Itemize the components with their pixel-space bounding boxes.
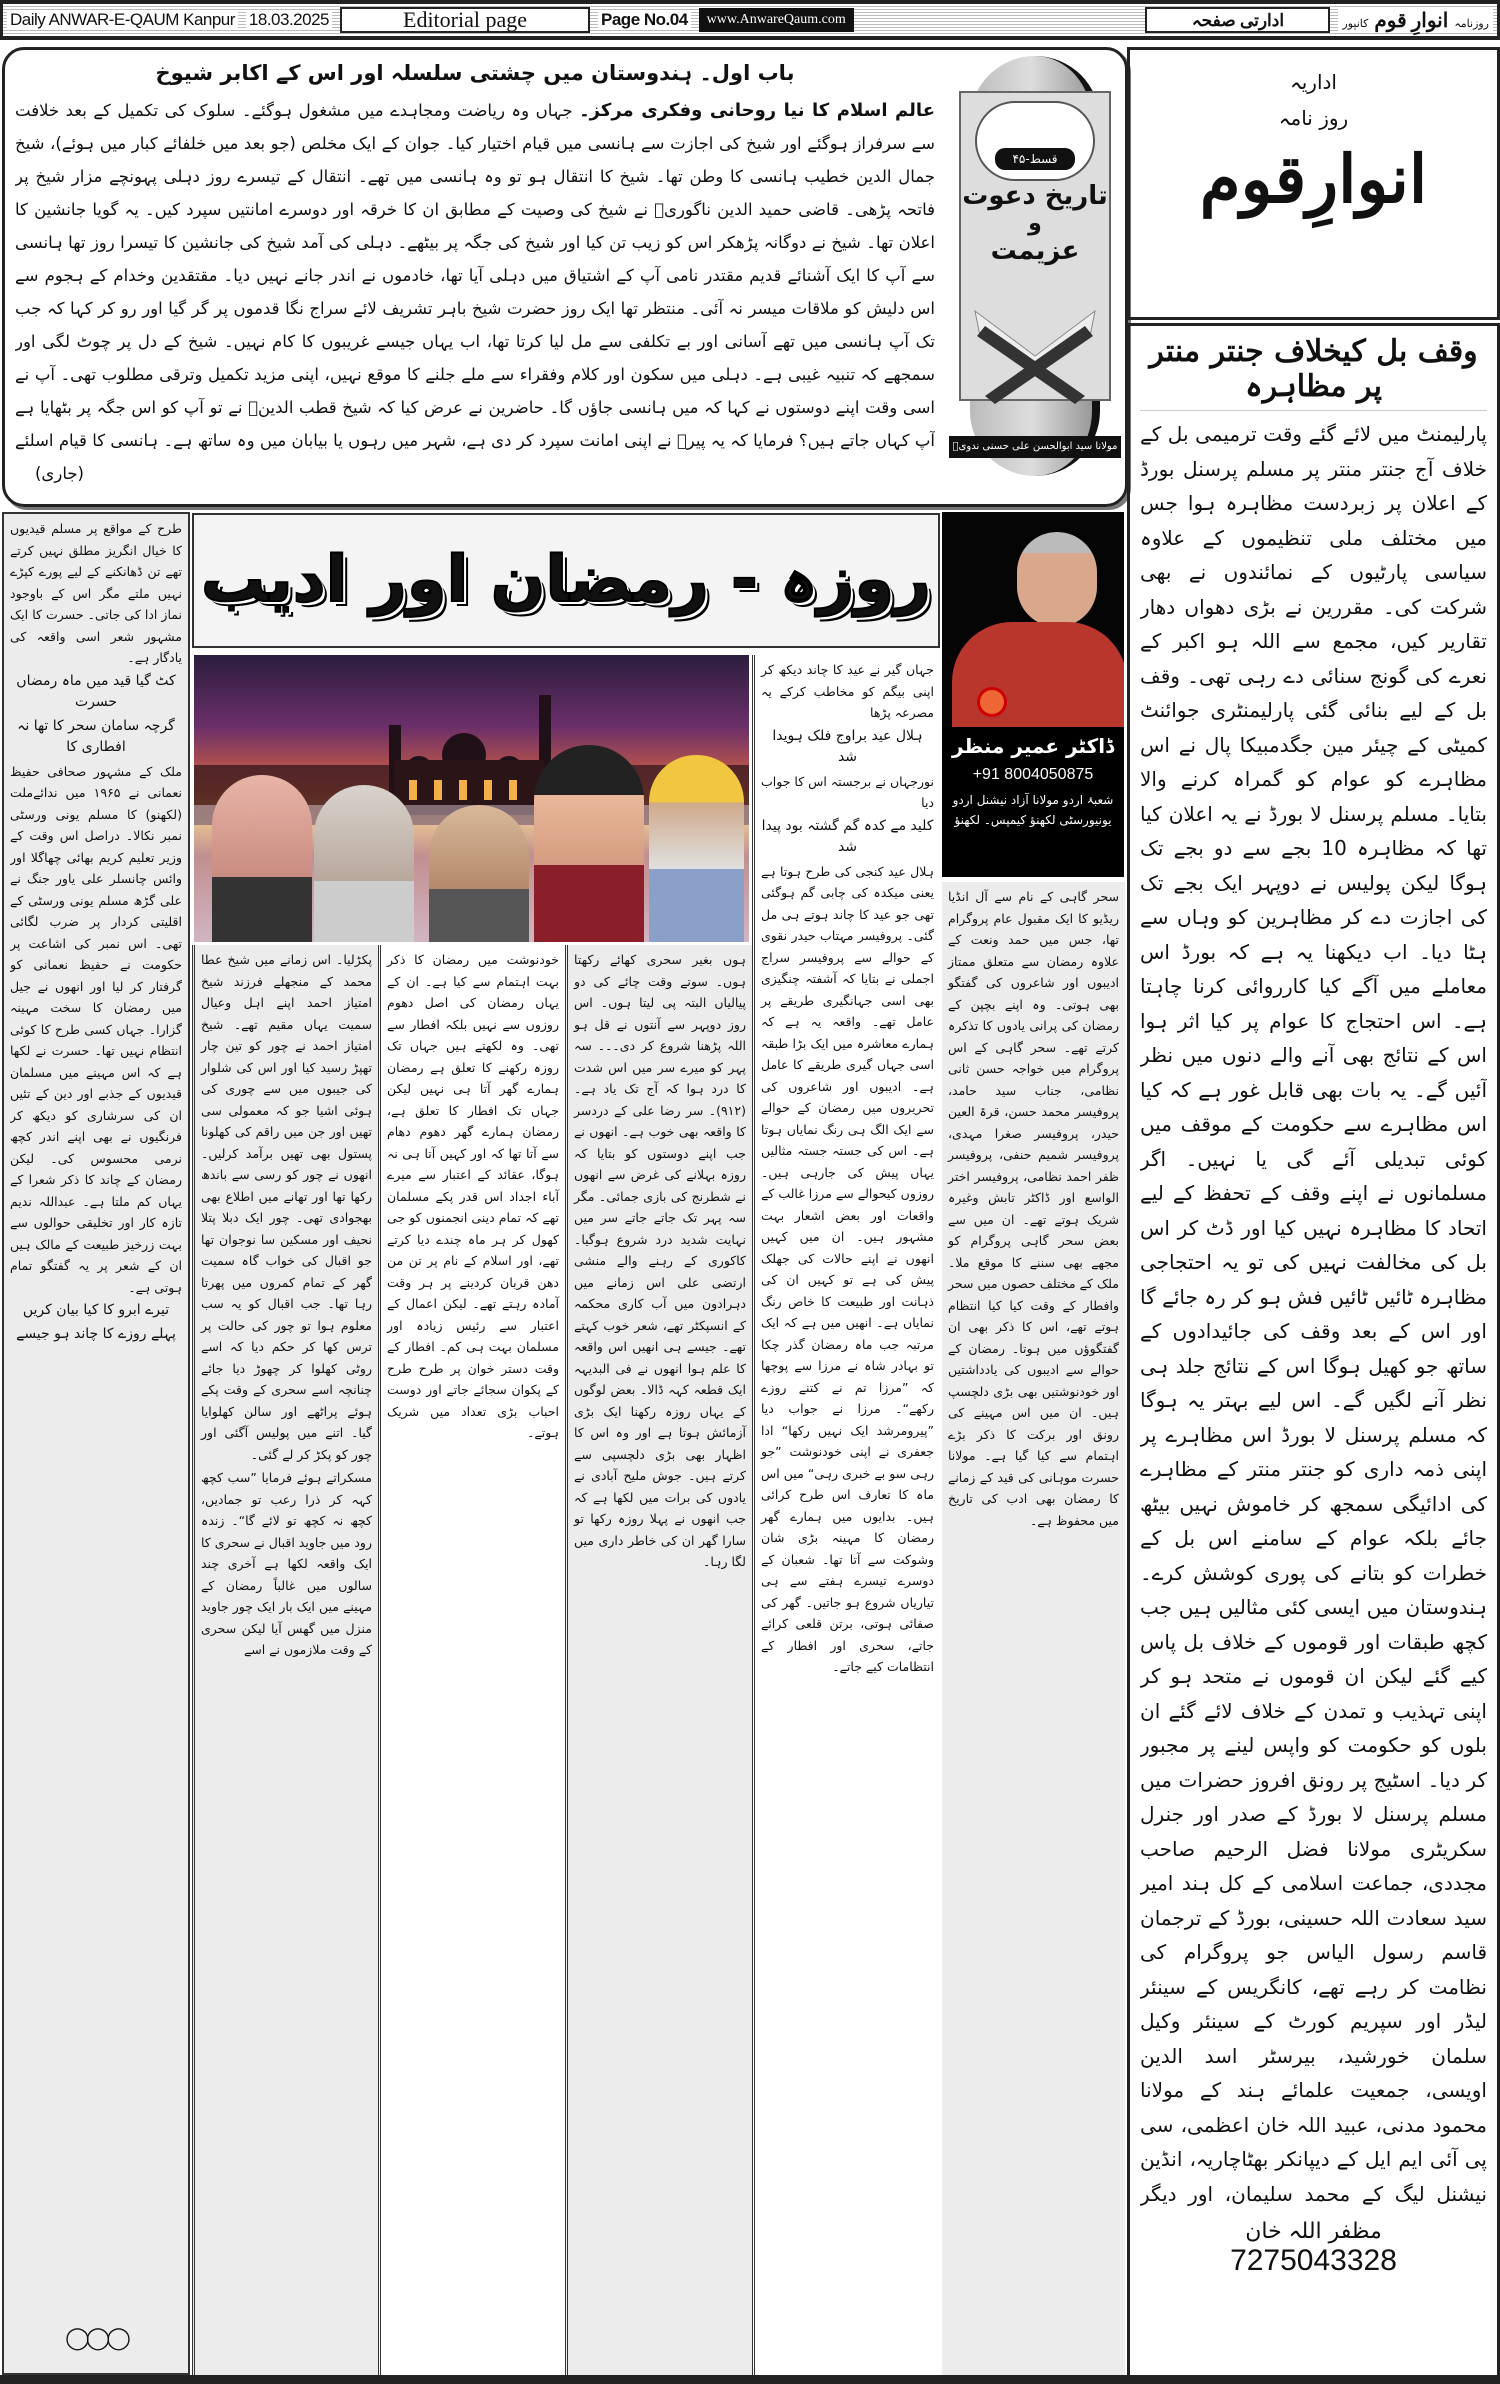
- series-title-1: تاریخ دعوت: [962, 181, 1108, 211]
- feature-column-3: [565, 945, 752, 2375]
- editorial-article: [1127, 323, 1500, 2378]
- column-paragraph: پکڑلیا۔ اس زمانے میں شیخ عطا محمد کے منجھلے فرزند شیخ امتیاز احمد اپنے اہل وعیال سمیت یہاں مقیم تھے۔ شیخ امتیاز احمد نے چور کو تین چار تھپڑ رسید کیا اور اس کی شلوار کی جیبوں میں سے چوری کی ہوئی اشیا جو کہ معمولی سی تھیں اور جن میں راقم کی کھلونا پستول بھی تھیں برآمد کرلیں۔ انھوں نے چور کو رسی سے باندھ رکھا تھا اور تھانے میں اطلاع بھی بھجوادی تھی۔ چور ایک دبلا پتلا نحیف اور مسکین سا نوجوان تھا جو اقبال کی خواب گاہ سمیت گھر کے تمام کمروں میں پھرتا رہا تھا۔ جب اقبال کو یہ سب معلوم ہوا تو چور کی حالت پر ترس کھا کر حکم دیا کہ اسے روٹی کھلوا کر چھوڑ دیا جائے چنانچہ اسے سحری کے وقت پکے ہوئے پراٹھے اور سالن کھلوایا گیا۔ اتنے میں پولیس آگئی اور چور کو پکڑ کر لے گئی۔: [201, 952, 372, 1462]
- feature-column-6: [2, 512, 190, 2375]
- feature-column-4: [378, 945, 565, 2375]
- column-paragraph: خودنوشت میں رمضان کا ذکر بہت اہتمام سے کیا ہے۔ ان کے یہاں رمضان کی اصل دھوم روزوں سے نہیں بلکہ افطار سے تھی۔ وہ لکھتے ہیں جہاں تک روزہ رکھنے کا تعلق ہے رمضان ہمارے گھر آتا ہی نہیں لیکن جہاں تک افطار کا تعلق ہے، رمضان ہمارے گھر دھوم دھام سے آتا تھا کہ اور کہیں آتا ہی نہ ہوگا، عقائد کے اعتبار سے میرے آباء اجداد اس قدر پکے مسلمان تھے کہ تمام دینی انجمنوں کو جی کھول کر ہر ماہ چندے دیا کرتے تھے، اور اسلام کے نام پر تن من دھن قربان کردینے پر ہر وقت آمادہ رہتے تھے۔ لیکن اعمال کے اعتبار سے رئیس زیادہ اور مسلمان بہت ہی کم۔ افطار کے وقت دستر خوان پر طرح طرح کے پکوان سجائے جاتے اور دوست احباب بڑی تعداد میں شریک ہوتے۔: [387, 952, 559, 1440]
- feature-column-2: [752, 655, 940, 2375]
- column-paragraph: مسکراتے ہوئے فرمایا ”سب کچھ کہہ کر ذرا رعب تو جمادیں، کچھ نہ کچھ تو لائے گا“۔ زندہ رود میں جاوید اقبال نے سحری کا ایک واقعہ لکھا ہے آخری چند سالوں میں غالباً رمضان کے مہینے میں ایک بار ایک چور جاوید منزل میں گھس آیا لیکن سحری کے وقت ملازموں نے اسے: [201, 1470, 372, 1657]
- feature-headline: روزہ - رمضان اور ادیب: [201, 542, 931, 617]
- masthead-mini: [1338, 8, 1493, 33]
- editorial-phone: 7275043328: [1230, 2244, 1397, 2277]
- end-mark-icon: ◯◯◯: [65, 2326, 127, 2351]
- website-link[interactable]: www.AnwareQaum.com: [699, 8, 854, 32]
- page-number: Page No.04: [598, 10, 691, 30]
- section-label-ur: ادارتی صفحہ: [1145, 7, 1330, 33]
- serial-lead: عالم اسلام کا نیا روحانی وفکری مرکز۔: [579, 100, 935, 121]
- section-label-en: Editorial page: [340, 7, 590, 33]
- verse-line: کٹ گیا قید میں ماہ رمضاں حسرت: [16, 672, 176, 710]
- series-author: مولانا سید ابوالحسن علی حسنی ندویؒ: [949, 436, 1121, 458]
- serial-body: [15, 94, 935, 457]
- verse-line: ہلال عید براوج فلک ہویدا شد: [772, 727, 923, 765]
- paper-info: Daily ANWAR-E-QAUM Kanpur: [7, 10, 238, 30]
- series-badge: [945, 56, 1125, 501]
- author-photo: [942, 512, 1124, 727]
- author-name: ڈاکٹر عمیر منظر: [951, 734, 1115, 758]
- page-header: [0, 0, 1500, 40]
- masthead-logo: انوارِقوم: [1199, 140, 1428, 218]
- editorial-author: مظفر اللہ خان: [1245, 2219, 1382, 2244]
- column-paragraph: سحر گاہی کے نام سے آل انڈیا ریڈیو کا ایک مقبول عام پروگرام تھا، جس میں حمد ونعت کے علاوہ رمضان سے متعلق ممتاز ادیبوں اور شاعروں کی گفتگو بھی ہوتی۔ وہ اپنے بچپن کے رمضان کی پرانی یادوں کا تذکرہ کرتے تھے۔ سحر گاہی کے اس پروگرام میں خواجہ حسن ثانی نظامی، جناب سید حامد، پروفیسر محمد حسن، قرۃ العین حیدر، پروفیسر صغرا مہدی، پروفیسر شمیم حنفی، پروفیسر ظفر احمد نظامی، پروفیسر اختر الواسع اور ڈاکٹر تابش وغیرہ شریک ہوتے تھے۔ ان میں سے بعض سحر گاہی پروگرام کو مجھے بھی سننے کا موقع ملا۔ ملک کے مختلف حصوں میں سحر وافطار کے وقت کیا کیا انتظام ہوتے تھے، اس کا ذکر بھی ان گفتگوؤں میں ہوتا۔ رمضان کے حوالے سے ادیبوں کی یادداشتیں اور خودنوشتیں بھی بڑی دلچسپ ہیں۔ ان میں اس مہینے کی رونق اور برکت کا ذکر بڑے اہتمام سے کیا گیا ہے۔ مولانا حسرت موہانی کی قید کے زمانے کا رمضان بھی ادب کی تاریخ میں محفوظ ہے۔: [948, 889, 1119, 1528]
- column-paragraph: ہوں بغیر سحری کھائے رکھتا ہوں۔ سوتے وقت چائے کی دو پیالیاں البتہ پی لیتا ہوں۔ اس روز دوپہر سے آنتوں نے قل ہو اللہ پڑھنا شروع کر دی۔۔۔ سہ پہر کو میرے سر میں اس شدت کا درد ہوا کہ آج تک یاد ہے۔ (۹۱۲)۔ سر رضا علی کے دردسر کا واقعہ بھی خوب ہے۔ انھوں نے جب اپنے دوستوں کو بتایا کہ روزہ بہلانے کی غرض سے انھوں نے شطرنج کی بازی جمائی۔ مگر سہ پہر تک جاتے جاتے سر میں نہایت شدید درد شروع ہوگیا۔ کاکوری کے رہنے والے منشی ارتضی علی اس زمانے میں دہرادون میں آب کاری محکمہ کے انسپکٹر تھے، شعر خوب کہتے تھے۔ جیسے ہی انھیں اس واقعہ کا علم ہوا انھوں نے فی البدیہہ ایک قطعہ کہہ ڈالا۔ بعض لوگوں کے یہاں روزہ رکھنا ایک بڑی آزمائش ہوتا ہے اور وہ اس کا اظہار بھی بڑی دلچسپی سے کرتے ہیں۔ جوش ملیح آبادی نے یادوں کی برات میں لکھا ہے کہ جب انھوں نے پہلا روزہ رکھا تو سارا گھر ان کی خاطر داری میں لگا رہا۔: [574, 952, 746, 1569]
- author-phone: +91 8004050875: [972, 766, 1094, 783]
- portrait-3: [429, 805, 529, 942]
- series-title-3: عزیمت: [990, 236, 1080, 266]
- column-paragraph: ہلال عید کنجی کی طرح ہوتا ہے یعنی میکدہ کی چابی گم ہوگئی تھی جو عید کا چاند ہوتے ہی مل گئی۔ پروفیسر مہتاب حیدر نقوی کے حوالے سے پروفیسر سراج اجملی نے بتایا کہ آشفتہ چنگیزی بھی اسی جہانگیری طریقے پر عامل تھے۔ واقعہ یہ ہے کہ ہمارے معاشرہ میں ایک بڑا طبقہ اسی جہاں گیری طریقے کا عامل ہے۔ ادیبوں اور شاعروں کی تحریروں میں رمضان کے حوالے سے ایک الگ ہی رنگ نمایاں ہوتا ہے۔ اس کی جستہ جستہ مثالیں یہاں پیش کی جارہی ہیں۔ روزوں کیحوالے سے مرزا غالب کے واقعات اور بعض اشعار بہت مشہور ہیں۔ ان میں کہیں انھوں نے اپنے حالات کی جھلک پیش کی ہے تو کہیں ان کی ذہانت اور طبیعت کا خاص رنگ نمایاں ہے۔ انھیں میں ہے کہ ایک مرتبہ جب ماہ رمضان گذر چکا تو بہادر شاہ نے مرزا سے پوچھا کہ ”مرزا تم نے کتنے روزے رکھے“۔ مرزا نے جواب دیا ”پیرومرشد ایک نہیں رکھا“ ادا جعفری نے اپنی خودنوشت ”جو رہی سو بے خبری رہی“ میں اس ماہ کا تعارف اس طرح کرائی ہیں۔ بدایوں میں ہمارے گھر رمضان کا مہینہ بڑی شان وشوکت سے آتا تھا۔ شعبان کے دوسرے تیسرے ہفتے سے ہی تیاریاں شروع ہو جاتیں۔ گھر کی صفائی ہوتی، برتن قلعی کرائے جاتے، سحری اور افطار کے انتظامات کیے جاتے۔: [761, 863, 934, 1674]
- issue-date: 18.03.2025: [246, 10, 332, 30]
- editorial-body: پارلیمنٹ میں لائے گئے وقت ترمیمی بل کے خلاف آج جنتر منتر پر مسلم پرسنل بورڈ کے اعلان پر زبردست مظاہرہ ہوا جس میں مختلف ملی تنظیموں کے علاوہ سیاسی پارٹیوں کے نمائندوں نے بھی شرکت کی۔ مقررین نے بڑی دھواں دھار تقاریر کیں، مجمع سے اللہ ہو اکبر کے نعرے کی گونج سنائی دے رہی تھی۔ وقف بل کے لیے بنائی گئی پارلیمنٹری جوائنٹ کمیٹی کے چیئر مین جگدمبیکا پال نے اس مظاہرے کو عوام کو گمراہ کرنے والا بتایا۔ مسلم پرسنل لا بورڈ نے یہ اعلان کیا تھا کہ مظاہرہ 10 بجے سے دو بجے تک ہوگا لیکن پولیس نے دوپہر ایک بجے تک کی اجازت دے کر مظاہرین کو وہاں سے ہٹا دیا۔ اب دیکھنا یہ ہے کہ بورڈ اس معاملے میں آگے کیا کارروائی کرنا چاہتا ہے۔ اس احتجاج کا عوام پر کیا اثر ہوا اس کے نتائج بھی آنے والے دنوں میں نظر آئیں گے۔ یہ بات بھی قابل غور ہے کہ کیا اس مظاہرے سے حکومت کے موقف میں کوئی تبدیلی آئے گی یا نہیں۔ اگر مسلمانوں نے اپنے وقف کے تحفظ کے لیے اتحاد کا مظاہرہ نہیں کیا اور ڈٹ کر اس بل کی مخالفت نہیں کی تو یہ احتجاجی مظاہرہ ٹائیں ٹائیں فش ہو کر رہ جائے گا اور اس کے بعد وقف کی جائیدادوں کے ساتھ جو کھیل ہوگا اس کے نتائج جلد ہی نظر آنے لگیں گے۔ اس لیے بہتر یہ ہوگا کہ مسلم پرسنل لا بورڈ اس مظاہرے پر اپنی ذمہ داری کو جنتر منتر کے مظاہرے کی ادائیگی سمجھ کر خاموش نہیں بیٹھ جائے بلکہ عوام کے سامنے اس بل کے خطرات کو بتانے کی پوری کوشش کرے۔ ہندوستان میں ایسی کئی مثالیں ہیں جب کچھ طبقات اور قوموں کے خلاف بل پاس کیے گئے لیکن ان قوموں نے متحد ہو کر اپنی تہذیب و تمدن کے خلاف لائے گئے ان بلوں کو حکومت کو واپس لینے پر مجبور کر دیا۔ اسٹیج پر رونق افروز حضرات میں مسلم پرسنل لا بورڈ کے صدر اور جنرل سکریٹری مولانا فضل الرحیم صاحب مجددی، جماعت اسلامی کے کل ہند امیر سید سعادت اللہ حسینی، بورڈ کے ترجمان قاسم رسول الیاس جو پروگرام کی نظامت کر رہے تھے، کانگریس کے سینئر لیڈر اور سپریم کورٹ کے سینئر وکیل سلمان خورشید، بیرسٹر اسد الدین اویسی، جمعیت علمائے ہند کے مولانا محمود مدنی، عبید اللہ خان اعظمی، سی پی آئی ایم ایل کے دیپانکر بھٹاچاریہ، انڈین نیشنل لیگ کے محمد سلیمان، اور دیگر: [1140, 422, 1487, 2206]
- masthead-line-1: اداریہ: [1290, 70, 1337, 94]
- author-affiliation-2: یونیورسٹی لکھنؤ کیمپس۔ لکھنؤ: [954, 813, 1112, 827]
- verse-line: کلید مے کدہ گم گشتہ بود پیدا شد: [761, 817, 934, 855]
- portrait-2: [314, 785, 414, 942]
- masthead-small: روزنامہ: [1454, 17, 1489, 30]
- continued-label: (جاری): [35, 464, 84, 483]
- author-box: [942, 512, 1124, 877]
- quran-stand-icon: [965, 296, 1105, 406]
- column-paragraph: طرح کے مواقع پر مسلم قیدیوں کا خیال انگریز مطلق نہیں کرتے تھے تن ڈھانکنے کے لیے پورے کپڑے نہیں ملتے مگر اس کے باوجود نماز ادا کی جاتی۔ حسرت کا ایک مشہور شعر اسی واقعہ کی یادگار ہے۔: [10, 521, 182, 665]
- feature-column-5: [192, 945, 378, 2375]
- column-paragraph: ملک کے مشہور صحافی حفیظ نعمانی نے ۱۹۶۵ میں ندائےملت (لکھنو) کا مسلم یونی ورسٹی نمبر نکالا۔ دراصل اس وقت کے وزیر تعلیم کریم بھائی چھاگلا اور وائس چانسلر علی یاور جنگ نے علی گڑھ مسلم یونی ورسٹی کے اقلیتی کردار پر ضرب لگائی تھی۔ اس نمبر کی اشاعت پر حکومت نے حفیظ نعمانی کو گرفتار کر لیا اور انھوں نے جیل میں رمضان کا سخت مہینہ گزارا۔ جہاں کسی طرح کا کوئی انتظام نہیں تھا۔ حسرت نے لکھا ہے کہ اس مہینے میں مسلمان قیدیوں کے جذبے اور دین کے تئیں ان کی سرشاری کو دیکھ کر فرنگیوں نے بھی اپنے اندر کچھ نرمی محسوس کی۔ لیکن رمضان کے چاند کا ذکر شعرا کے یہاں کم ملتا ہے۔ عبداللہ ندیم تازہ کار اور تخلیقی حوالوں سے بہت زرخیز طبیعت کے مالک ہیں ان کے شعر پر یہ گفتگو تمام ہوتی ہے۔: [10, 763, 182, 1295]
- masthead-city: کانپور: [1342, 17, 1369, 30]
- masthead-name: انوارِ قوم: [1374, 9, 1449, 32]
- editorial-headline: وقف بل کیخلاف جنتر منتر پر مظاہرہ: [1140, 334, 1487, 411]
- column-paragraph: نورجہاں نے برجستہ اس کا جواب دیا: [761, 773, 934, 810]
- verse-line: تیرے ابرو کا کیا بیان کریں: [22, 1302, 170, 1318]
- author-affiliation-1: شعبۂ اردو مولانا آزاد نیشنل اردو: [952, 793, 1114, 807]
- feature-headline-box: [192, 513, 940, 648]
- serial-text: جہاں وہ ریاضت ومجاہدے میں مشغول ہوگئے۔ سلوک کی تکمیل کے بعد خلافت سے سرفراز ہوگئے اور شیخ کی اجازت سے ہانسی میں قیام اختیار کیا۔ جوان کے ایک مخلص (جو بعد میں خلفائے کبار میں ہوئے)، شیخ جمال الدین خطیب ہانسی کا وطن تھا۔ شیخ کا انتقال ہو تو وہ ہانسی میں تھے۔ انتقال کے تیسرے روز دہلی پہونچے مزار شیخ پر فاتحہ پڑھی۔ قاضی حمید الدین ناگوریؒ نے شیخ کی وصیت کے مطابق ان کا خرقہ اور دوسرے امانتیں سپرد کیں۔ یہ گویا جانشین کا اعلان تھا۔ شیخ نے دوگانہ پڑھکر اس کو زیب تن کیا اور شیخ کی جگہ پر بیٹھے۔ دہلی کی آمد شیخ کی جانشین کا تیسرا روز تھا ہانسی سے آپ کا ایک آشنائے قدیم مقتدر نامی آپ کے اشتیاق میں دہلی آیا تھا، خادموں نے اندر جانے نہیں دیا۔ مقتقدین وخدام کے ہجوم سے اس دلیش کو ملاقات میسر نہ آئی۔ منتظر تھا ایک روز حضرت شیخ باہر تشریف لائے سراج نگا قدموں پر گر گیا اور رو کر کہا کہ جب تک آپ ہانسی میں تھے آسانی اور بے تکلفی سے مل لیا کرتا تھا، اب یہاں جیسے غریبوں کا کام نہیں۔ شیخ کے دل پر چوٹ لگی اور سمجھے کہ تنبیہ غیبی ہے۔ دہلی میں سکون اور کلام وفقراء سے ملے جلنے کا موقع نہیں، اپنی مزید تکمیل وترقی مطلوب تھی۔ آپ نے اسی وقت اپنے دوستوں نے کہا کہ میں ہانسی جاؤں گا۔ حاضرین نے عرض کیا کہ شیخ قطب الدینؒ نے تو آپ کو اس جگہ پر بٹھایا ہے آپ کہاں جاتے ہیں؟ فرمایا کہ یہ پیرؒ نے اپنی امانت سپرد کر دی ہے، شہر میں رہوں یا بیابان میں وہ ساتھ ہے۔ ہانسی کا قیام اسلئے: [15, 101, 935, 450]
- masthead-line-2: روز نامہ: [1278, 106, 1349, 130]
- verse-line: گرچہ سامان سحر کا تھا نہ افطاری کا: [17, 717, 175, 755]
- bottom-rule: [0, 2375, 1500, 2384]
- portrait-1: [212, 775, 312, 942]
- series-part: قسط-۴۵: [995, 148, 1075, 170]
- verse-line: پہلے روزے کا چاند ہو جیسے: [16, 1325, 176, 1342]
- editorial-masthead: [1127, 47, 1500, 320]
- serial-article: [2, 47, 1128, 507]
- series-title-2: و: [1028, 211, 1042, 236]
- feature-image: [194, 655, 749, 942]
- portrait-4: [534, 745, 644, 942]
- column-paragraph: جہاں گیر نے عید کا چاند دیکھ کر اپنی بیگم کو مخاطب کرکے یہ مصرعہ پڑھا: [761, 662, 934, 720]
- chapter-heading: باب اول۔ ہندوستان میں چشتی سلسلہ اور اس کے اکابر شیوخ: [155, 61, 795, 85]
- portrait-5: [649, 755, 744, 942]
- feature-column-1: [942, 882, 1125, 2375]
